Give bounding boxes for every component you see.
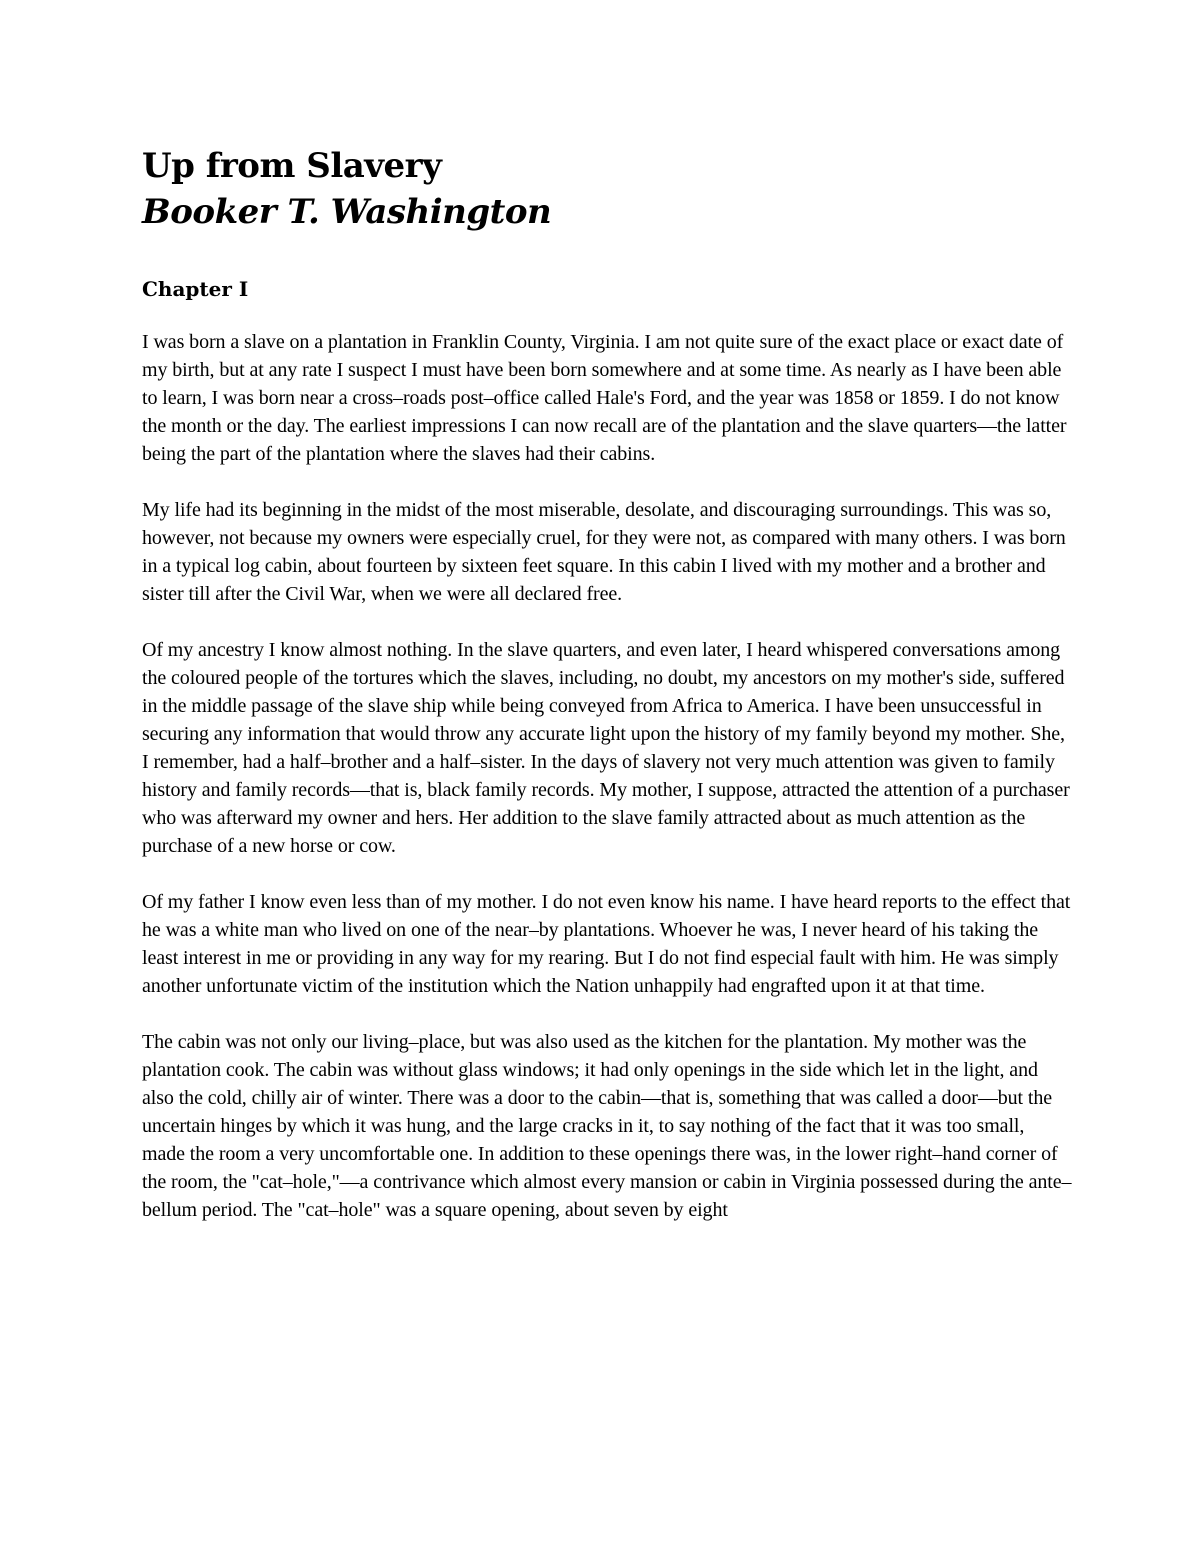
paragraph-3: Of my ancestry I know almost nothing. In the slave quarters, and even later, I heard whispered conversations among the coloured people of the tortures which the slaves, including, no doubt, my ancestors on my mother's side, suffered in the middle passage of the slave ship while being conveyed from Africa to America. I have been unsuccessful in securing any information that would throw any accurate light upon the history of my family beyond my mother. She, I remember, had a half–brother and a half–sister. In the days of slavery not very much attention was given to family history and family records—that is, black family records. My mother, I suppose, attracted the attention of a purchaser who was afterward my owner and hers. Her addition to the slave family attracted about as much attention as the purchase of a new horse or cow. [142,639,1070,857]
paragraph-4: Of my father I know even less than of my mother. I do not even know his name. I have heard reports to the effect that he was a white man who lived on one of the near–by plantations. Whoever he was, I never heard of his taking the least interest in me or providing in any way for my rearing. But I do not find especial fault with him. He was simply another unfortunate victim of the institution which the Nation unhappily had engrafted upon it at that time. [142,891,1071,997]
book-title: Up from Slavery [142,146,442,186]
paragraph-2: My life had its beginning in the midst of the most miserable, desolate, and discouraging surroundings. This was so, however, not because my owners were especially cruel, for they were not, as compared with many others. I was born in a typical log cabin, about fourteen by sixteen feet square. In this cabin I lived with my mother and a brother and sister till after the Civil War, when we were all declared free. [142,499,1066,605]
document-page [142,143,1072,1252]
paragraph-5: The cabin was not only our living–place, but was also used as the kitchen for the plantation. My mother was the plantation cook. The cabin was without glass windows; it had only openings in the side which let in the light, and also the cold, chilly air of winter. There was a door to the cabin—that is, something that was called a door—but the uncertain hinges by which it was hung, and the large cracks in it, to say nothing of the fact that it was too small, made the room a very uncomfortable one. In addition to these openings there was, in the lower right–hand corner of the room, the "cat–hole,"—a contrivance which almost every mansion or cabin in Virginia possessed during the ante–bellum period. The "cat–hole" was a square opening, about seven by eight [142,1031,1072,1221]
chapter-body [142,328,1072,1224]
chapter-heading: Chapter I [142,277,249,301]
paragraph-1: I was born a slave on a plantation in Franklin County, Virginia. I am not quite sure of the exact place or exact date of my birth, but at any rate I suspect I must have been born somewhere and at some time. As nearly as I have been able to learn, I was born near a cross–roads post–office called Hale's Ford, and the year was 1858 or 1859. I do not know the month or the day. The earliest impressions I can now recall are of the plantation and the slave quarters—the latter being the part of the plantation where the slaves had their cabins. [142,331,1067,465]
book-author: Booker T. Washington [142,192,552,232]
